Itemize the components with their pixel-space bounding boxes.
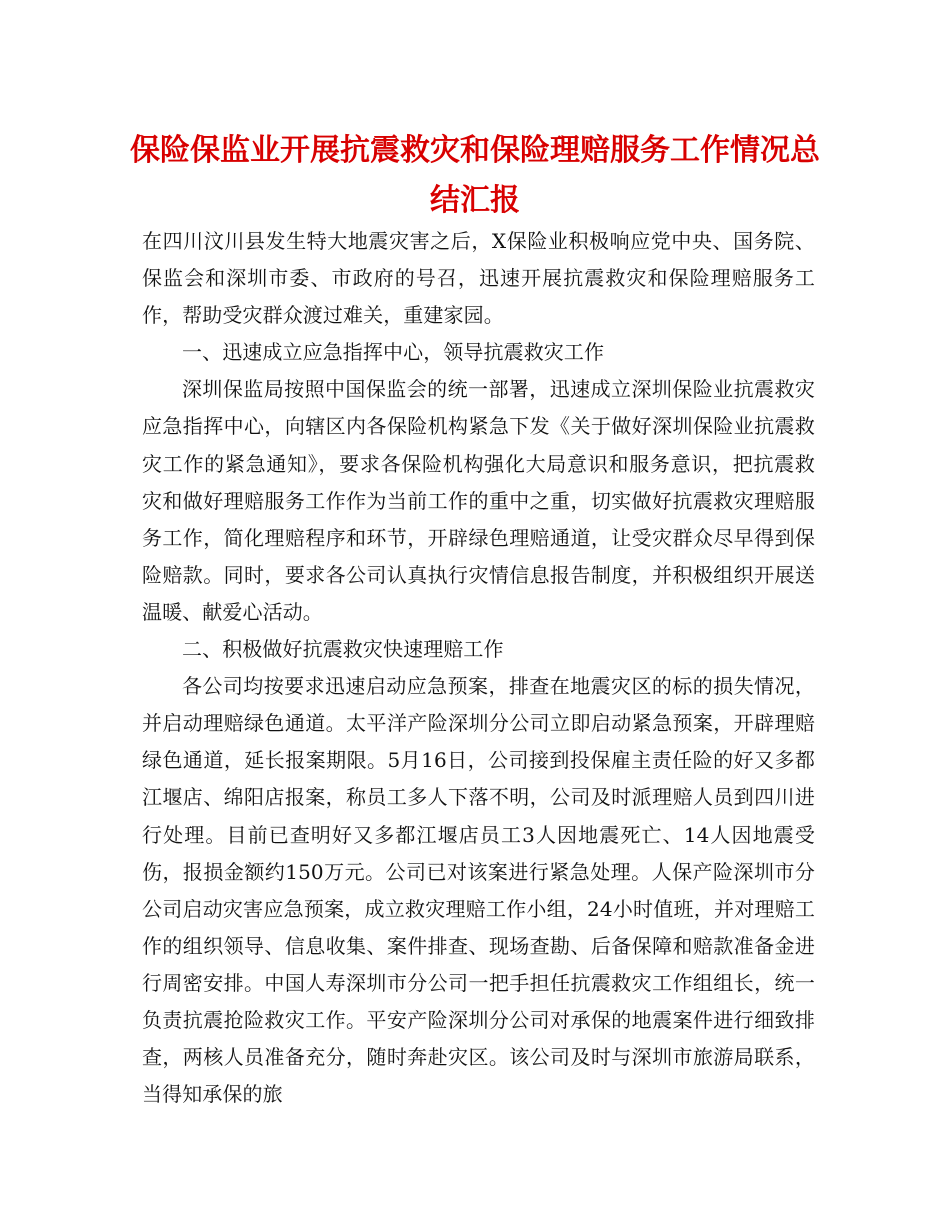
body-paragraph: 各公司均按要求迅速启动应急预案，排查在地震灾区的标的损失情况，并启动理赔绿色通道。太平洋产险深圳分公司立即启动紧急预案，开辟理赔绿色通道，延长报案期限。5月16日，公司接到投保雇主责任险的好又多都江堰店、绵阳店报案，称员工多人下落不明，公司及时派理赔人员到四川进行处理。目前已查明好又多都江堰店员工3人因地震死亡、14人因地震受伤，报损金额约150万元。公司已对该案进行紧急处理。人保产险深圳市分公司启动灾害应急预案，成立救灾理赔工作小组，24小时值班，并对理赔工作的组织领导、信息收集、案件排查、现场查勘、后备保障和赔款准备金进行周密安排。中国人寿深圳市分公司一把手担任抗震救灾工作组组长，统一负责抗震抢险救灾工作。平安产险深圳分公司对承保的地震案件进行细致排查，两核人员准备充分，随时奔赴灾区。该公司及时与深圳市旅游局联系，当得知承保的旅 xyxy=(142,674,815,1107)
section-heading-1: 一、迅速成立应急指挥中心，领导抗震救灾工作 xyxy=(182,340,605,365)
intro-paragraph: 在四川汶川县发生特大地震灾害之后，X保险业积极响应党中央、国务院、保监会和深圳市委、市政府的号召，迅速开展抗震救灾和保险理赔服务工作，帮助受灾群众渡过难关，重建家园。 xyxy=(142,229,815,328)
body-paragraph: 深圳保监局按照中国保监会的统一部署，迅速成立深圳保险业抗震救灾应急指挥中心，向辖区内各保险机构紧急下发《关于做好深圳保险业抗震救灾工作的紧急通知》，要求各保险机构强化大局意识和服务意识，把抗震救灾和做好理赔服务工作作为当前工作的重中之重，切实做好抗震救灾理赔服务工作，简化理赔程序和环节，开辟绿色理赔通道，让受灾群众尽早得到保险赔款。同时，要求各公司认真执行灾情信息报告制度，并积极组织开展送温暖、献爱心活动。 xyxy=(142,377,815,624)
document-body xyxy=(142,223,815,1113)
document-title: 保险保监业开展抗震救灾和保险理赔服务工作情况总结汇报 xyxy=(130,133,820,218)
section-heading-2: 二、积极做好抗震救灾快速理赔工作 xyxy=(182,637,504,662)
